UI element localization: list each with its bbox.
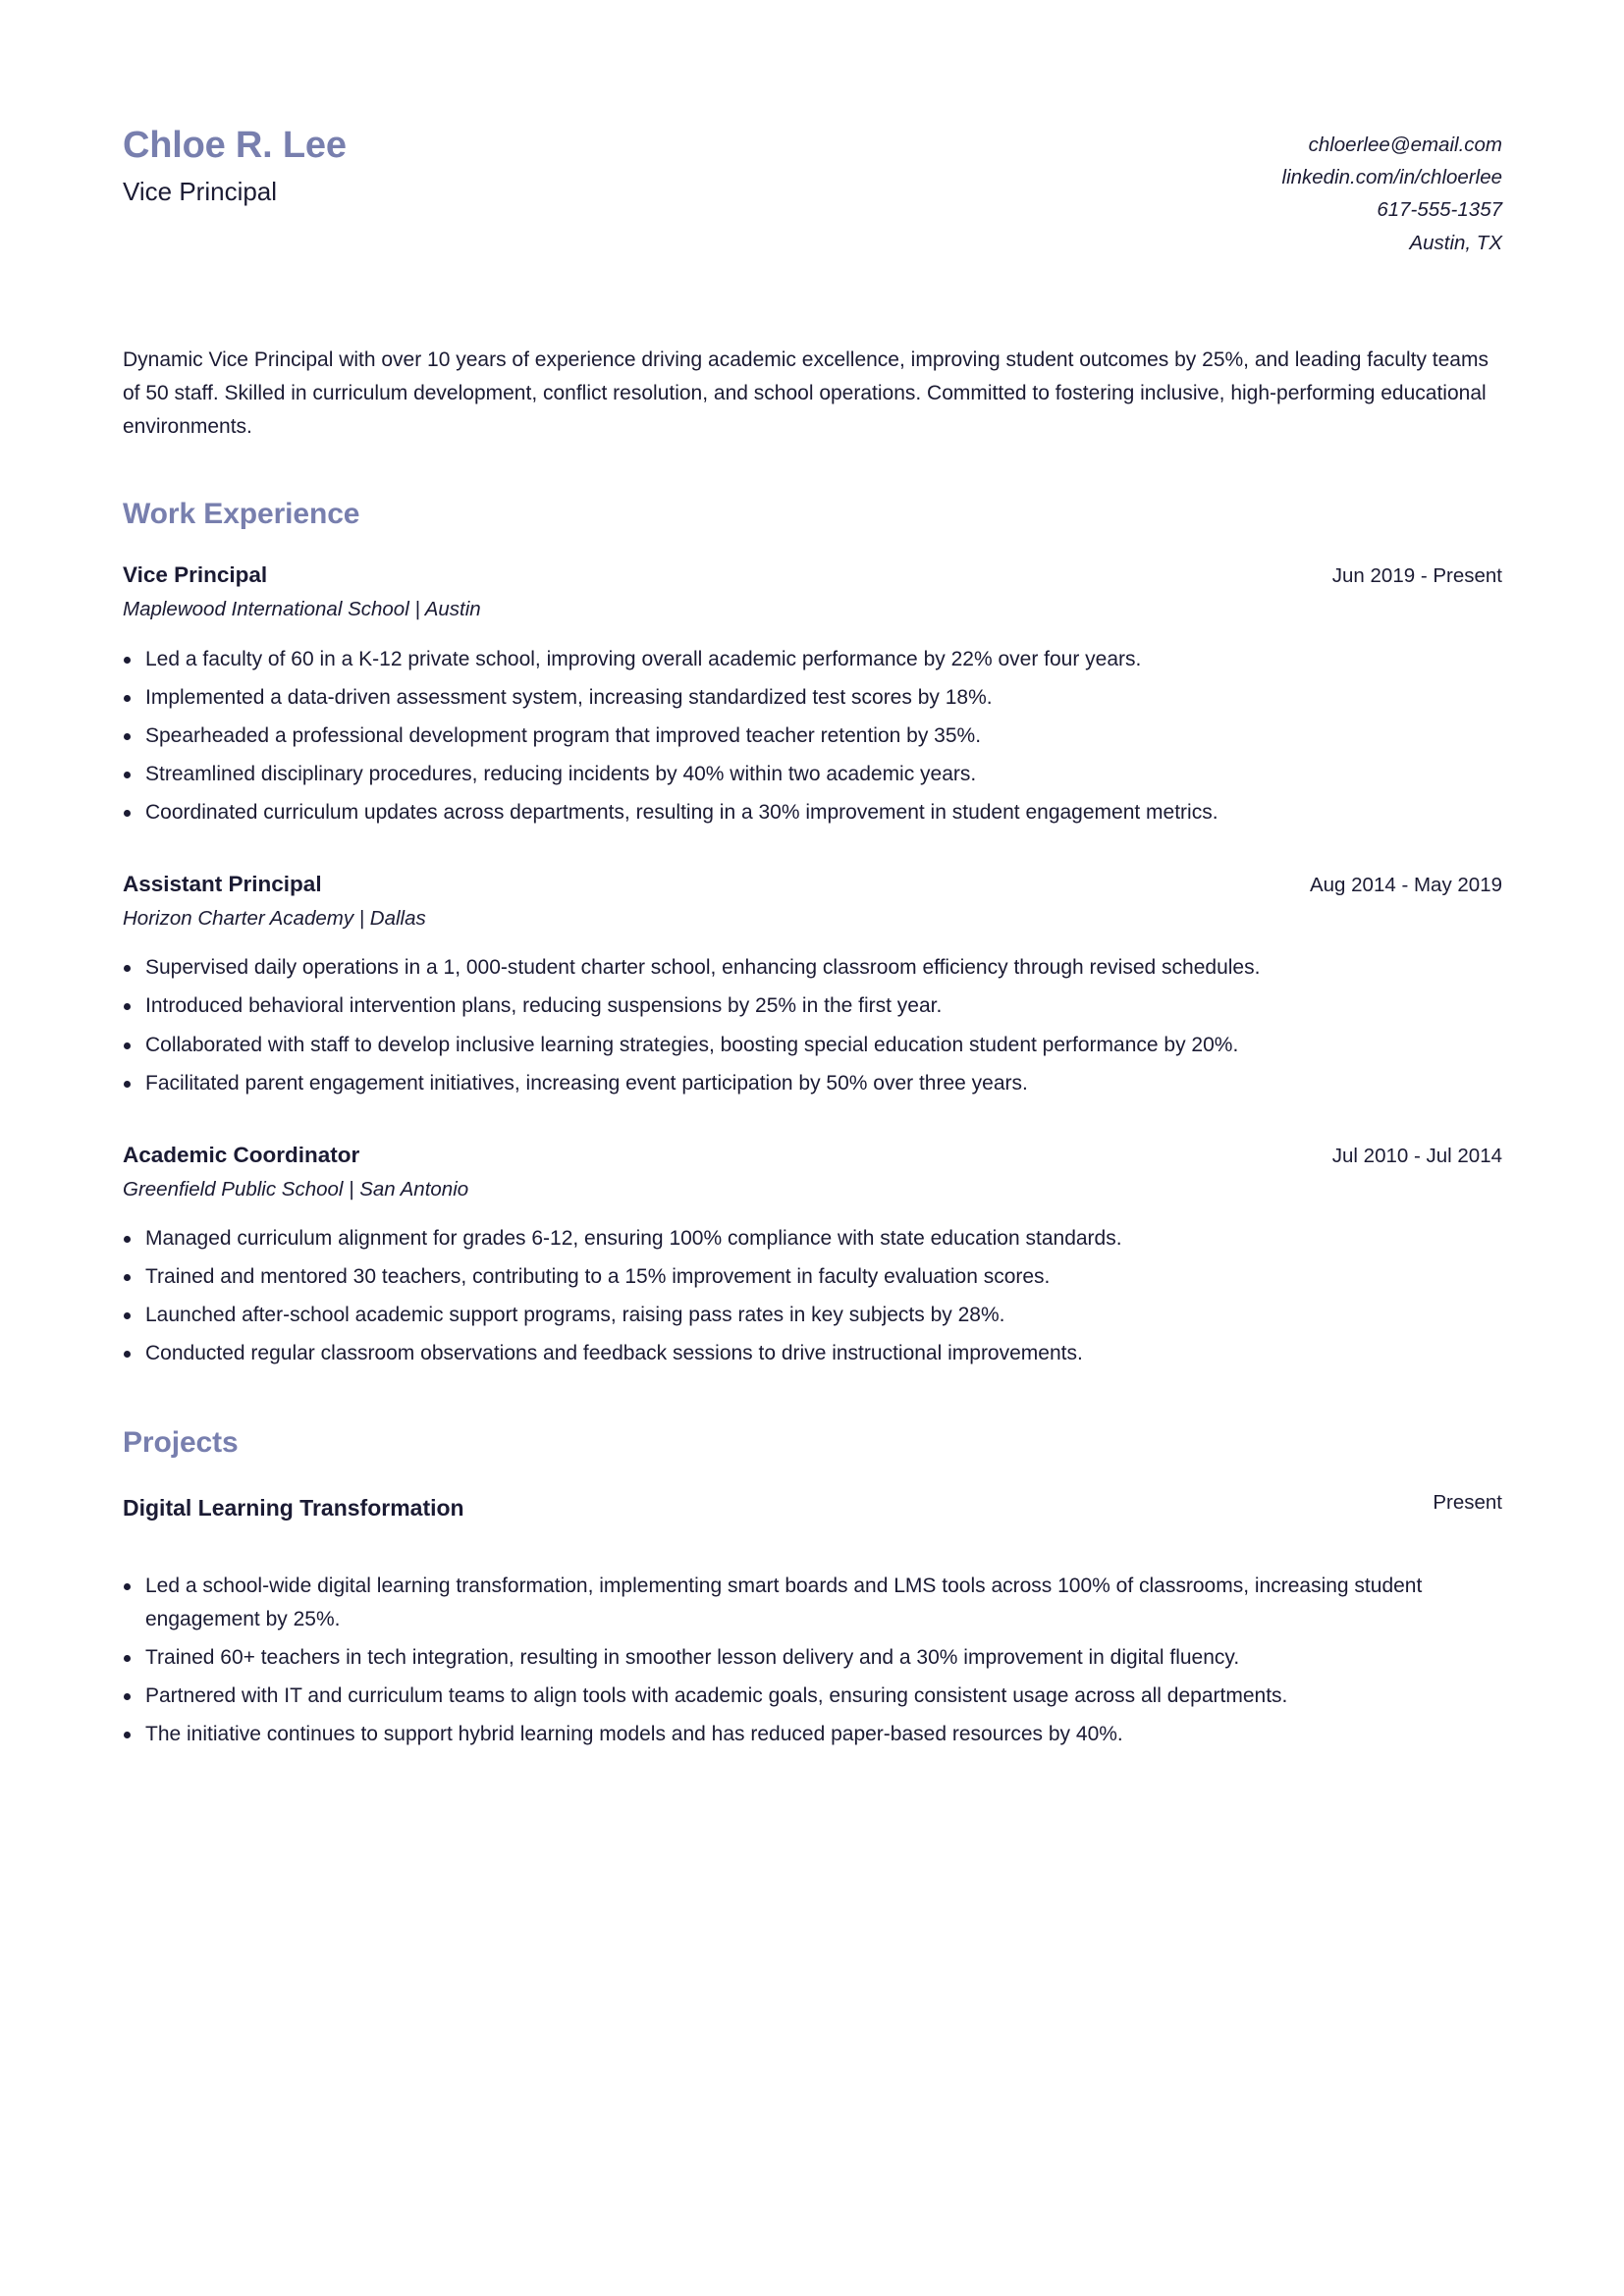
- work-entry-dates: Jul 2010 - Jul 2014: [1331, 1144, 1502, 1167]
- work-entry-role: Academic Coordinator: [123, 1142, 360, 1167]
- project-entry-dates: Present: [1433, 1491, 1502, 1515]
- work-entry: [123, 871, 1502, 1100]
- work-entry: [123, 1142, 1502, 1371]
- work-entry-header: [123, 871, 1502, 898]
- bullet-text: Supervised daily operations in a 1, 000-student charter school, enhancing classroom efficiency through revised schedules.: [145, 956, 1261, 980]
- bullet-dot-icon: [124, 1351, 131, 1358]
- bullet-dot-icon: [124, 657, 131, 664]
- bullet-item: [123, 1029, 1478, 1062]
- work-entry-header: [123, 561, 1502, 589]
- bullet-dot-icon: [124, 733, 131, 740]
- bullet-dot-icon: [124, 1732, 131, 1738]
- work-entry-organization: Maplewood International School | Austin: [123, 597, 481, 620]
- candidate-name: Chloe R. Lee: [123, 125, 347, 166]
- bullet-item: [123, 1337, 1478, 1370]
- bullet-item: [123, 1718, 1478, 1751]
- contact-block: [1282, 123, 1502, 259]
- section-heading-work-experience: Work Experience: [123, 497, 360, 530]
- project-entry-bullets: [123, 1570, 1502, 1751]
- contact-linkedin[interactable]: linkedin.com/in/chloerlee: [1281, 166, 1502, 189]
- resume-header: [123, 123, 1502, 259]
- bullet-text: Partnered with IT and curriculum teams to align tools with academic goals, ensuring consistent usage across all departments.: [145, 1684, 1288, 1708]
- bullet-item: [123, 951, 1478, 985]
- bullet-dot-icon: [124, 772, 131, 778]
- bullet-text: Collaborated with staff to develop inclusive learning strategies, boosting special education student performance by 20%.: [145, 1033, 1239, 1056]
- professional-summary: Dynamic Vice Principal with over 10 years of experience driving academic excellence, improving student outcomes by 25%, and leading faculty teams of 50 staff. Skilled in curriculum development, conflict resolution, and school operations. Committed to fostering inclusive, high-performing educational environments.: [123, 347, 1489, 438]
- bullet-dot-icon: [124, 695, 131, 702]
- bullet-text: Trained and mentored 30 teachers, contributing to a 15% improvement in faculty evaluation scores.: [145, 1265, 1051, 1289]
- bullet-text: Facilitated parent engagement initiatives, increasing event participation by 50% over three years.: [145, 1071, 1028, 1095]
- bullet-item: [123, 796, 1478, 829]
- bullet-item: [123, 1222, 1478, 1255]
- bullet-dot-icon: [124, 1236, 131, 1243]
- bullet-dot-icon: [124, 1583, 131, 1590]
- bullet-dot-icon: [124, 1274, 131, 1281]
- work-entry-header: [123, 1142, 1502, 1169]
- bullet-text: Launched after-school academic support programs, raising pass rates in key subjects by 28%.: [145, 1304, 1005, 1327]
- bullet-text: The initiative continues to support hybrid learning models and has reduced paper-based resources by 40%.: [145, 1723, 1123, 1746]
- work-entry-organization: Horizon Charter Academy | Dallas: [123, 906, 426, 930]
- bullet-text: Led a faculty of 60 in a K-12 private school, improving overall academic performance by 22% over four years.: [145, 647, 1142, 670]
- bullet-item: [123, 1260, 1478, 1294]
- work-entry-role: Assistant Principal: [123, 871, 322, 896]
- work-entry: [123, 561, 1502, 829]
- work-entry-bullets: [123, 643, 1502, 829]
- contact-email[interactable]: chloerlee@email.com: [1308, 133, 1502, 156]
- bullet-item: [123, 1680, 1478, 1713]
- bullet-text: Conducted regular classroom observations and feedback sessions to drive instructional improvements.: [145, 1342, 1083, 1365]
- bullet-text: Trained 60+ teachers in tech integration, resulting in smoother lesson delivery and a 30% improvement in digital fluency.: [145, 1646, 1240, 1670]
- bullet-dot-icon: [124, 1655, 131, 1662]
- bullet-item: [123, 989, 1478, 1023]
- section-work-experience: [123, 497, 1502, 1371]
- bullet-dot-icon: [124, 1312, 131, 1319]
- bullet-text: Implemented a data-driven assessment system, increasing standardized test scores by 18%.: [145, 685, 993, 709]
- section-heading-projects: Projects: [123, 1426, 239, 1460]
- work-entry-organization: Greenfield Public School | San Antonio: [123, 1177, 469, 1201]
- section-projects: [123, 1425, 1502, 1751]
- work-entry-dates: Jun 2019 - Present: [1331, 563, 1502, 587]
- work-entry-dates: Aug 2014 - May 2019: [1309, 873, 1502, 896]
- bullet-item: [123, 1641, 1478, 1675]
- bullet-item: [123, 1067, 1478, 1100]
- bullet-item: [123, 1570, 1478, 1636]
- bullet-dot-icon: [124, 1693, 131, 1700]
- bullet-dot-icon: [124, 1003, 131, 1010]
- work-entry-bullets: [123, 1222, 1502, 1370]
- work-entry-bullets: [123, 951, 1502, 1099]
- bullet-dot-icon: [124, 965, 131, 972]
- bullet-dot-icon: [124, 810, 131, 817]
- bullet-text: Spearheaded a professional development program that improved teacher retention by 35%.: [145, 723, 982, 747]
- bullet-dot-icon: [124, 1081, 131, 1088]
- bullet-text: Led a school-wide digital learning transformation, implementing smart boards and LMS tools across 100% of classrooms, increasing student engagement by 25%.: [145, 1575, 1423, 1631]
- bullet-text: Managed curriculum alignment for grades 6-12, ensuring 100% compliance with state education standards.: [145, 1227, 1122, 1251]
- bullet-text: Coordinated curriculum updates across departments, resulting in a 30% improvement in student engagement metrics.: [145, 800, 1218, 824]
- project-entry-header: [123, 1490, 1502, 1522]
- bullet-item: [123, 643, 1478, 676]
- work-entry-role: Vice Principal: [123, 561, 268, 587]
- contact-location: Austin, TX: [1409, 231, 1502, 254]
- candidate-job-title: Vice Principal: [123, 176, 278, 206]
- bullet-item: [123, 1299, 1478, 1332]
- bullet-text: Introduced behavioral intervention plans, reducing suspensions by 25% in the first year.: [145, 994, 943, 1018]
- project-entry-title: Digital Learning Transformation: [123, 1495, 464, 1522]
- bullet-item: [123, 720, 1478, 753]
- bullet-text: Streamlined disciplinary procedures, reducing incidents by 40% within two academic years.: [145, 762, 977, 785]
- project-entry: [123, 1490, 1502, 1751]
- bullet-dot-icon: [124, 1042, 131, 1049]
- identity-block: [123, 123, 347, 207]
- bullet-item: [123, 758, 1478, 791]
- contact-phone[interactable]: 617-555-1357: [1377, 198, 1502, 222]
- bullet-item: [123, 681, 1478, 715]
